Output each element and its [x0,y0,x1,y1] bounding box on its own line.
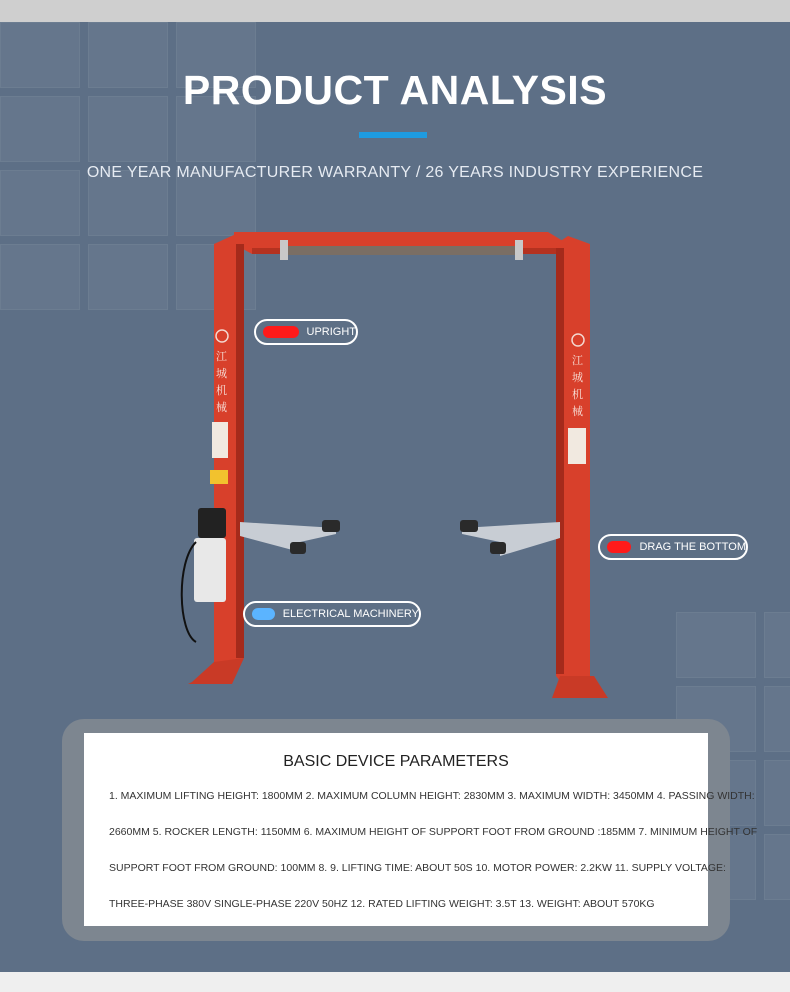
product-analysis-section [0,22,790,972]
callout-electrical-machinery [243,601,421,627]
parameters-panel [84,733,758,926]
left-post-inner [236,244,244,658]
overhead-bar-left-bracket [280,240,288,260]
callout-label: UPRIGHT [306,326,356,338]
left-arm-pad [322,520,340,532]
right-post-lettering: 江城机械 [572,354,583,418]
page-title: PRODUCT ANALYSIS [182,67,608,113]
left-caution-sticker [210,470,228,484]
right-post-inner [556,248,564,674]
callout-label: ELECTRICAL MACHINERY [282,608,419,620]
callout-upright [254,319,358,345]
left-base [188,658,244,684]
page-subtitle: ONE YEAR MANUFACTURER WARRANTY / 26 YEARS INDUSTRY EXPERIENCE [86,164,704,181]
left-lift-arm [240,522,336,552]
parameter-line: 1. MAXIMUM LIFTING HEIGHT: 1800MM 2. MAXIMUM COLUMN HEIGHT: 2830MM 3. MAXIMUM WIDTH: 3450MM 4. PASSING WIDTH: [109,790,755,802]
parameters-title: BASIC DEVICE PARAMETERS [283,753,509,770]
parameter-line: 2660MM 5. ROCKER LENGTH: 1150MM 6. MAXIMUM HEIGHT OF SUPPORT FOOT FROM GROUND :185MM 7. MINIMUM HEIGHT OF [109,826,758,838]
right-arm-pad [460,520,478,532]
parameter-line: SUPPORT FOOT FROM GROUND: 100MM 8. 9. LIFTING TIME: ABOUT 50S 10. MOTOR POWER: 2.2KW 11. SUPPLY VOLTAGE: [109,862,726,874]
hydraulic-tank [194,538,226,602]
bottom-strip [0,972,790,992]
callout-label: DRAG THE BOTTOM [639,541,746,553]
overhead-bar-right-bracket [515,240,523,260]
left-post-lettering: 江城机械 [216,350,227,414]
parameter-line: THREE-PHASE 380V SINGLE-PHASE 220V 50HZ 12. RATED LIFTING WEIGHT: 3.5T 13. WEIGHT: ABOUT 570KG [109,898,655,910]
overhead-bar [282,246,520,255]
top-strip [0,0,790,22]
right-arm-pad-2 [490,542,506,554]
left-arm-pad-2 [290,542,306,554]
motor-top [198,508,226,538]
motor-cable [182,542,196,642]
callout-drag-the-bottom [598,534,748,560]
callout-marker [263,326,299,338]
callout-marker [607,541,631,553]
callout-marker [252,608,275,620]
left-warning-sticker [212,422,228,458]
right-warning-sticker [568,428,586,464]
right-base [552,676,608,698]
